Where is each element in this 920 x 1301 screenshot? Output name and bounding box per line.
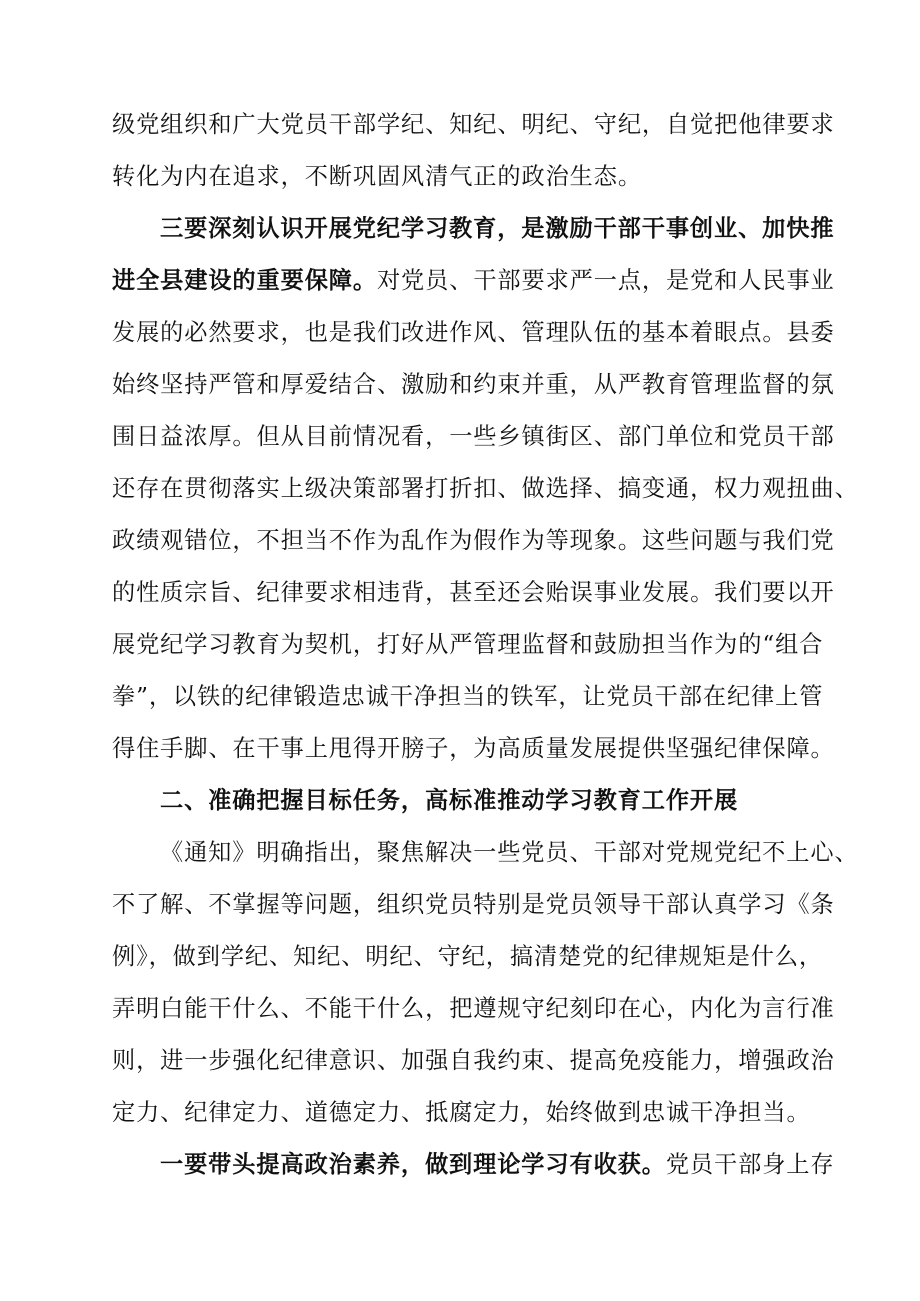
- bold-lead-line: 三要深刻认识开展党纪学习教育，是激励干部干事创业、加快推: [160, 215, 835, 242]
- mixed-line: [160, 1147, 834, 1183]
- text-line: 定力、纪律定力、道德定力、抵腐定力，始终做到忠诚干净担当。: [112, 1099, 811, 1126]
- text-line: 例》，做到学纪、知纪、明纪、守纪，搞清楚党的纪律规矩是什么，: [112, 943, 824, 970]
- text-line: 政绩观错位，不担当不作为乱作为假作为等现象。这些问题与我们党: [112, 527, 835, 554]
- text-line: 围日益浓厚。但从目前情况看，一些乡镇街区、部门单位和党员干部: [112, 423, 835, 450]
- text-line: 则，进一步强化纪律意识、加强自我约束、提高免疫能力，增强政治: [112, 1047, 835, 1074]
- body-text: 对党员、干部要求严一点，是党和人民事业: [376, 267, 835, 294]
- bold-lead-text: 进全县建设的重要保障。: [112, 267, 377, 294]
- text-line: 级党组织和广大党员干部学纪、知纪、明纪、守纪，自觉把他律要求: [112, 111, 835, 138]
- text-line: 的性质宗旨、纪律要求相违背，甚至还会贻误事业发展。我们要以开: [112, 579, 835, 606]
- text-line: 得住手脚、在干事上甩得开膀子，为高质量发展提供坚强纪律保障。: [112, 735, 835, 762]
- bold-lead-text: 一要带头提高政治素养，做到理论学习有收获。: [160, 1151, 666, 1178]
- text-line: 《通知》明确指出，聚焦解决一些党员、干部对党规党纪不上心、: [160, 839, 859, 866]
- body-text: 党员干部身上存: [665, 1151, 835, 1178]
- text-line: 拳”，以铁的纪律锻造忠诚干净担当的铁军，让党员干部在纪律上管: [112, 683, 824, 710]
- mixed-line: [112, 263, 835, 299]
- text-line: 弄明白能干什么、不能干什么，把遵规守纪刻印在心，内化为言行准: [112, 995, 835, 1022]
- text-line: 发展的必然要求，也是我们改进作风、管理队伍的基本着眼点。县委: [112, 319, 835, 346]
- text-line: 不了解、不掌握等问题，组织党员特别是党员领导干部认真学习《条: [112, 891, 835, 918]
- text-line: 始终坚持严管和厚爱结合、激励和约束并重，从严教育管理监督的氛: [112, 371, 835, 398]
- text-line: 还存在贯彻落实上级决策部署打折扣、做选择、搞变通，权力观扭曲、: [112, 475, 859, 502]
- text-line: 展党纪学习教育为契机，打好从严管理监督和鼓励担当作为的“组合: [112, 631, 824, 658]
- section-heading: 二、准确把握目标任务，高标准推动学习教育工作开展: [160, 787, 739, 814]
- text-line: 转化为内在追求，不断巩固风清气正的政治生态。: [112, 163, 642, 190]
